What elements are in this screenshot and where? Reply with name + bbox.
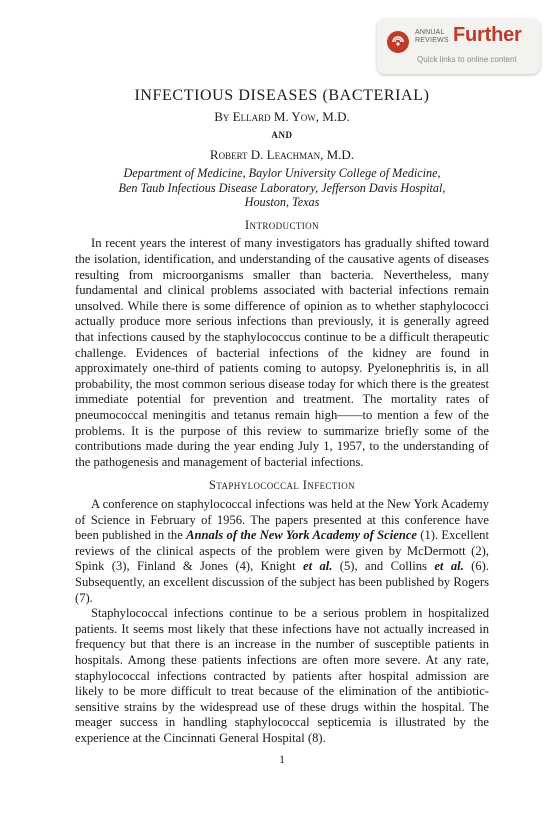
staph-paragraph-2: Staphylococcal infections continue to be a serious problem in hospitalized patients. It seems most likely that these infections have not actually increased in frequency but that there is an increase in the number of susceptible patients in hospitals. Among these patients infections are often more severe. At any rate, staphylococcal infections contracted by patients after hospital admission are likely to be more difficult to treat because of the elimination of the antibiotic-sensitive strains by the widespread use of these drugs within the hospital. The meager success in handling staphylococcal septicemia is illustrated by the experience at the Cincinnati General Hospital (8). (75, 606, 489, 745)
journal-citation: Annals of the New York Academy of Science (186, 528, 417, 543)
page-number: 1 (279, 752, 285, 767)
author-conjunction: AND (271, 130, 293, 141)
annual-reviews-label (415, 29, 449, 45)
et-al-2: et al. (434, 559, 464, 574)
staph-paragraph-1 (75, 497, 489, 606)
annual-reviews-further-banner[interactable] (377, 19, 540, 74)
staph-p1-text-b: (1). Excellent reviews of the clinical aspects of the problem were given by McDermott (2), Spink (3), Finland & Jones (4), Knight (75, 528, 489, 574)
et-al-1: et al. (302, 559, 333, 574)
annual-label: ANNUAL (415, 29, 445, 36)
affiliation-line-1: Department of Medicine, Baylor University College of Medicine, (123, 166, 441, 181)
article-page (75, 88, 489, 768)
introduction-paragraph: In recent years the interest of many investigators has gradually shifted toward the isolation, identification, and understanding of the causative agents of diseases resulting from microorganisms smaller than bacteria. Nevertheless, many fundamental and clinical problems associated with bacterial infections remain unsolved. While there is some difference of opinion as to whether staphylococci actually produce more serious infections than previously, it is generally agreed that infections caused by the staphylococcus continue to be a difficult therapeutic challenge. Evidences of bacterial infections of the kidney are found in approximately one-third of patients coming to autopsy. Pyelonephritis is, in all probability, the most common serious disease today for which there is the greatest immediate potential for prevention and treatment. The mortality rates of pneumococcal meningitis and tetanus remain high——to mention a few of the problems. It is the purpose of this review to summarize briefly some of the contributions made during the year ending July 1, 1957, to the understanding of the pathogenesis and management of bacterial infections. (75, 236, 489, 469)
section-heading-introduction: Introduction (245, 217, 319, 232)
section-heading-staphylococcal-infection: Staphylococcal Infection (209, 478, 355, 493)
staph-p1-text-d: (6). Subsequently, an excellent discussion of the subject has been published by Rogers (7). (75, 559, 489, 605)
reviews-label: REVIEWS (415, 37, 449, 44)
article-title: INFECTIOUS DISEASES (BACTERIAL) (134, 87, 430, 104)
quick-links-label: Quick links to online content (417, 55, 517, 64)
affiliation-line-2: Ben Taub Infectious Disease Laboratory, Jefferson Davis Hospital, (118, 180, 446, 195)
affiliation-line-3: Houston, Texas (244, 195, 320, 210)
annual-reviews-logo-icon (387, 31, 409, 53)
staph-p1-text-a: A conference on staphylococcal infections was held at the New York Academy of Science in February of 1956. The papers presented at this conference have been published in the (75, 496, 489, 543)
author-1: By Ellard M. Yow, M.D. (214, 108, 350, 124)
staph-p1-text-c: (5), and Collins (332, 559, 435, 574)
author-2: Robert D. Leachman, M.D. (209, 146, 355, 162)
further-label: Further (453, 24, 522, 46)
